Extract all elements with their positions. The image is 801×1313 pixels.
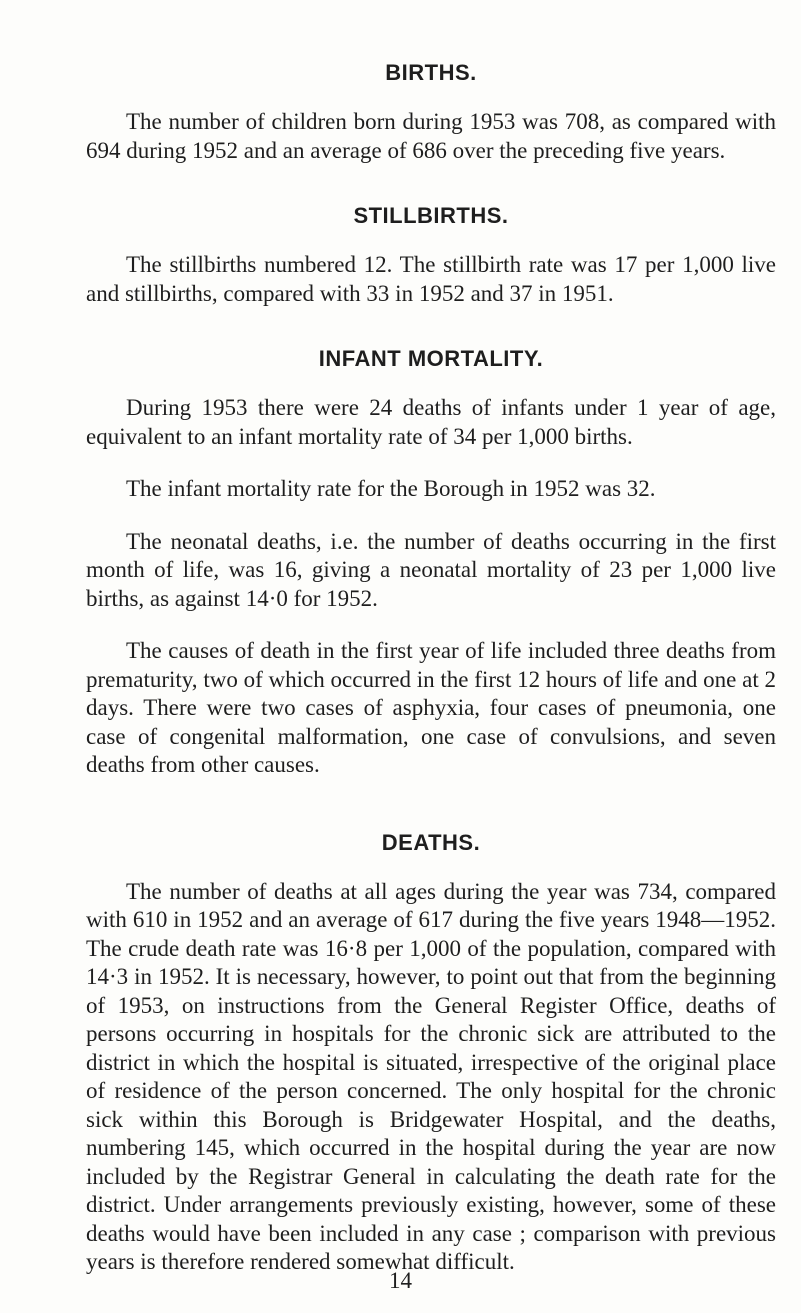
births-section <box>86 58 776 165</box>
document-page <box>86 58 776 1313</box>
deaths-heading: DEATHS. <box>381 829 481 855</box>
causes-of-death-paragraph: The causes of death in the first year of life included three deaths from prematurity, two of which occurred in the first 12 hours of life and one at 2 days. There were two cases of asphyxia, four cases of pneumonia, one case of congenital malformation, one case of convulsions, and seven deaths from other causes. <box>86 638 776 777</box>
births-paragraph: The number of children born during 1953 was 708, as compared with 694 during 1952 and an average of 686 over the preceding five years. <box>86 109 776 163</box>
infant-mortality-heading: INFANT MORTALITY. <box>318 346 544 371</box>
infant-mortality-paragraph: The infant mortality rate for the Borough in 1952 was 32. <box>126 476 656 501</box>
births-heading: BIRTHS. <box>385 60 477 85</box>
stillbirths-heading: STILLBIRTHS. <box>353 203 509 228</box>
stillbirths-section <box>86 201 776 308</box>
deaths-paragraph: The number of deaths at all ages during the year was 734, compared with 610 in 1952 and an average of 617 during the five years 1948—1952. The crude death rate was 16·8 per 1,000 of the population, compared with 14·3 in 1952. It is necessary, however, to point out that from the beginning of 1953, on instructions from the General Register Office, deaths of persons occurring in hospitals for the chronic sick are attributed to the district in which the hospital is situated, irrespective of the original place of residence of the person concerned. The only hospital for the chronic sick within this Borough is Bridgewater Hospital, and the deaths, numbering 145, which occurred in the hospital during the year are now included by the Registrar General in calculating the death rate for the district. Under arrangements previously existing, however, some of these deaths would have been included in any case ; comparison with previous years is therefore rendered somewhat difficult. <box>86 878 776 1274</box>
page-number: 14 <box>389 1268 412 1293</box>
stillbirths-paragraph: The stillbirths numbered 12. The stillbirth rate was 17 per 1,000 live and stillbirths, compared with 33 in 1952 and 37 in 1951. <box>86 252 776 306</box>
infant-mortality-section <box>86 344 776 780</box>
infant-mortality-paragraph: During 1953 there were 24 deaths of infants under 1 year of age, equivalent to an infant mortality rate of 34 per 1,000 births. <box>86 395 776 449</box>
neonatal-deaths-paragraph: The neonatal deaths, i.e. the number of deaths occurring in the first month of life, was 16, giving a neonatal mortality of 23 per 1,000 live births, as against 14·0 for 1952. <box>86 528 776 611</box>
deaths-section <box>86 828 776 1277</box>
